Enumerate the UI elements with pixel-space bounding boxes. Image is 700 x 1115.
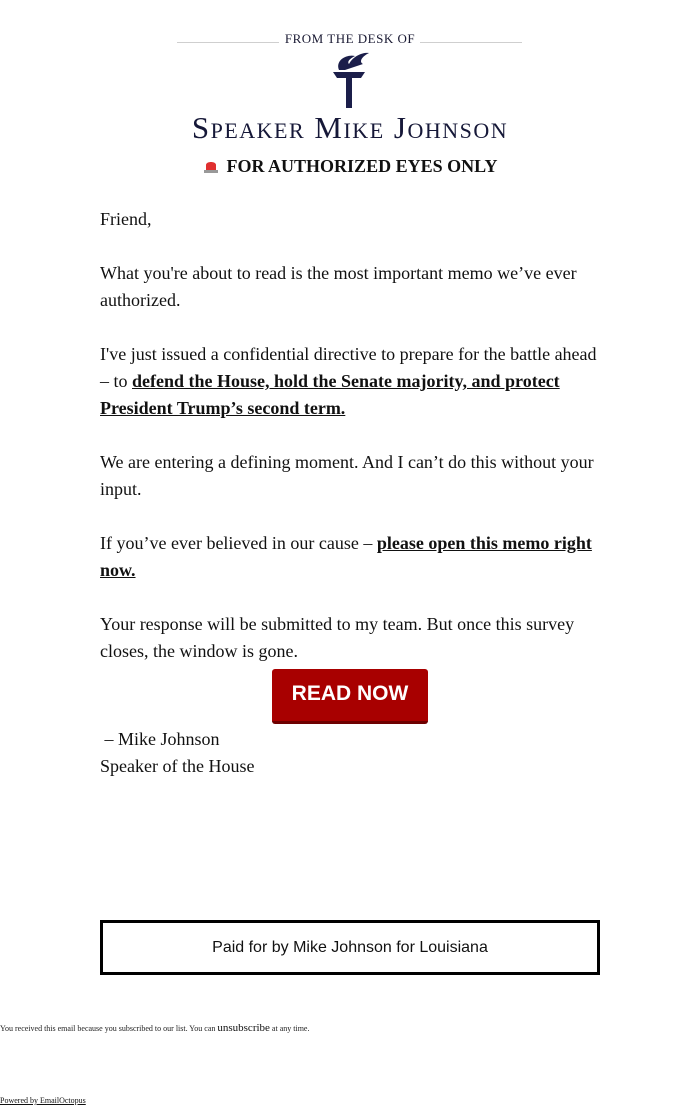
read-now-button[interactable]: READ NOW <box>272 669 428 724</box>
paragraph-2-text: I've just issued a confidential directive to prepare for the battle ahead – to <box>100 344 597 391</box>
defend-house-link[interactable]: defend the House, hold the Senate majority, and protect President Trump’s second term. <box>100 371 560 418</box>
footer-text-end: at any time. <box>269 1024 310 1033</box>
greeting: Friend, <box>100 209 152 229</box>
paragraph-3: We are entering a defining moment. And I can’t do this without your input. <box>100 452 594 499</box>
divider <box>177 42 279 43</box>
alert-heading <box>0 154 700 178</box>
paragraph-1: What you're about to read is the most important memo we’ve ever authorized. <box>100 263 577 310</box>
divider <box>420 42 522 43</box>
siren-icon <box>203 159 219 173</box>
signature <box>100 726 700 780</box>
speaker-name: Speaker Mike Johnson <box>191 110 509 145</box>
signature-title: Speaker of the House <box>100 756 255 776</box>
paragraph-4-text: If you’ve ever believed in our cause – <box>100 533 377 553</box>
footer-text: You received this email because you subscribed to our list. You can <box>0 1024 218 1033</box>
letterhead <box>0 0 700 148</box>
memo-body <box>100 206 605 665</box>
alert-text: FOR AUTHORIZED EYES ONLY <box>226 156 498 176</box>
signature-name: – Mike Johnson <box>100 729 220 749</box>
paid-for-disclaimer: Paid for by Mike Johnson for Louisiana <box>100 920 600 975</box>
powered-by-link[interactable]: Powered by EmailOctopus <box>0 1096 86 1105</box>
paragraph-5: Your response will be submitted to my team. But once this survey closes, the window is gone. <box>100 614 575 661</box>
paragraph-4 <box>100 530 605 584</box>
desk-label: FROM THE DESK OF <box>284 31 416 46</box>
unsubscribe-link[interactable]: unsubscribe <box>217 1022 270 1034</box>
torch-icon <box>325 50 375 108</box>
open-memo-link[interactable]: please open this memo right now. <box>100 533 592 580</box>
desk-label-row <box>0 30 700 48</box>
paragraph-2 <box>100 341 605 422</box>
footer-notice <box>0 1021 700 1036</box>
